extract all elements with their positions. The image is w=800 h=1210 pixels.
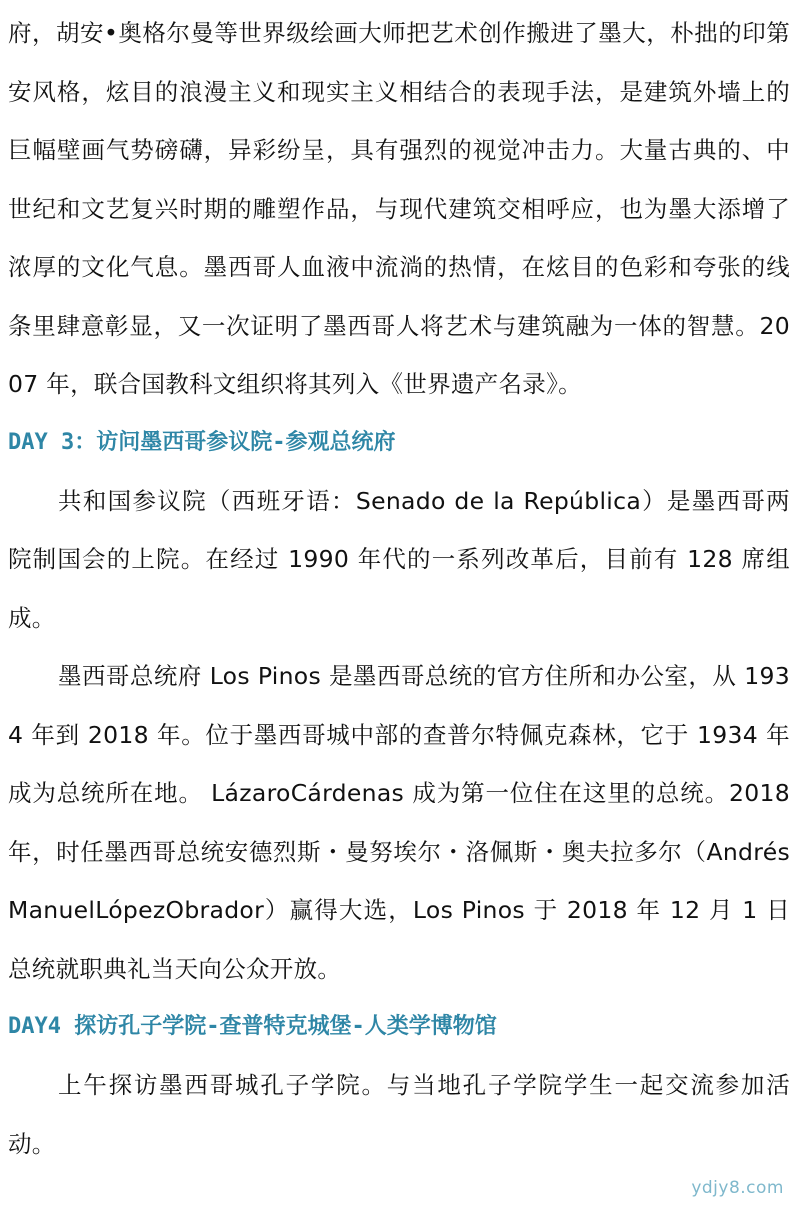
- paragraph-unam-murals: 府，胡安•奥格尔曼等世界级绘画大师把艺术创作搬进了墨大，朴拙的印第安风格，炫目的浪漫主义和现实主义相结合的表现手法，是建筑外墙上的巨幅壁画气势磅礴，异彩纷呈，具有强烈的视觉冲击力。大量古典的、中世纪和文艺复兴时期的雕塑作品，与现代建筑交相呼应，也为墨大添增了浓厚的文化气息。墨西哥人血液中流淌的热情，在炫目的色彩和夸张的线条里肆意彰显，又一次证明了墨西哥人将艺术与建筑融为一体的智慧。2007 年，联合国教科文组织将其列入《世界遗产名录》。: [8, 19, 790, 398]
- paragraph-los-pinos: 墨西哥总统府 Los Pinos 是墨西哥总统的官方住所和办公室，从 1934 年到 2018 年。位于墨西哥城中部的查普尔特佩克森林，它于 1934 年成为总统所在地。 LázaroCárdenas 成为第一位住在这里的总统。2018 年，时任墨西哥总统安德烈斯・曼努埃尔・洛佩斯・奥夫拉多尔（AndrésManuelLópezObrador）赢得大选，Los Pinos 于 2018 年 12 月 1 日总统就职典礼当天向公众开放。: [8, 662, 790, 983]
- watermark-text: ydjy8.com: [691, 1178, 784, 1198]
- heading-day-4: DAY4 探访孔子学院-查普特克城堡-人类学博物馆: [8, 1014, 497, 1039]
- paragraph-confucius-institute: 上午探访墨西哥城孔子学院。与当地孔子学院学生一起交流参加活动。: [8, 1071, 790, 1158]
- paragraph-senate: 共和国参议院（西班牙语：Senado de la República）是墨西哥两院制国会的上院。在经过 1990 年代的一系列改革后，目前有 128 席组成。: [8, 486, 790, 632]
- heading-day-3: DAY 3：访问墨西哥参议院-参观总统府: [8, 429, 396, 455]
